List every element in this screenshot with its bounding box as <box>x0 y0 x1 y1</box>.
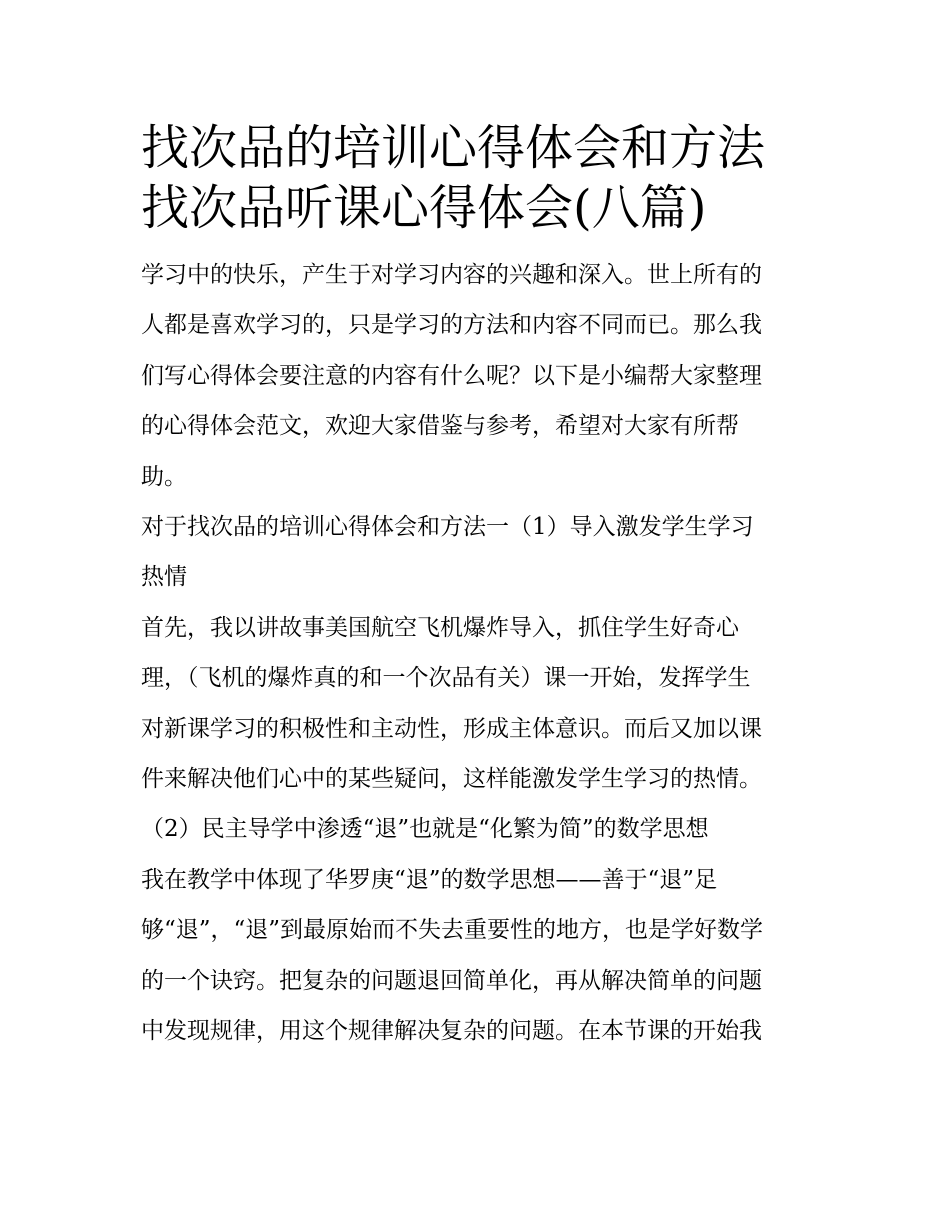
title-line-2: 找次品听课心得体会(八篇) <box>141 180 707 236</box>
body-line: 的心得体会范文，欢迎大家借鉴与参考，希望对大家有所帮 <box>141 413 739 440</box>
body-line: 首先，我以讲故事美国航空飞机爆炸导入，抓住学生好奇心 <box>141 614 739 641</box>
body-line: 中发现规律，用这个规律解决复杂的问题。在本节课的开始我 <box>141 1018 762 1045</box>
body-line: 热情 <box>141 564 187 591</box>
body-line: （2）民主导学中渗透“退”也就是“化繁为简”的数学思想 <box>141 816 709 843</box>
document-body <box>141 250 813 1057</box>
body-line: 人都是喜欢学习的，只是学习的方法和内容不同而已。那么我 <box>141 312 762 339</box>
body-line: 对于找次品的培训心得体会和方法一（1）导入激发学生学习 <box>141 514 754 541</box>
body-line: 我在教学中体现了华罗庚“退”的数学思想——善于“退”足 <box>141 866 718 893</box>
body-line: 件来解决他们心中的某些疑问，这样能激发学生学习的热情。 <box>141 766 762 793</box>
body-line: 学习中的快乐，产生于对学习内容的兴趣和深入。世上所有的 <box>141 262 762 288</box>
body-line: 理，（飞机的爆炸真的和一个次品有关）课一开始，发挥学生 <box>141 665 751 692</box>
title-line-1: 找次品的培训心得体会和方法 <box>141 120 766 176</box>
body-line: 的一个诀窍。把复杂的问题退回简单化，再从解决简单的问题 <box>141 967 762 994</box>
body-line: 助。 <box>141 463 187 490</box>
document-content <box>141 118 813 1057</box>
body-line: 们写心得体会要注意的内容有什么呢？以下是小编帮大家整理 <box>141 362 762 389</box>
document-title <box>141 118 813 238</box>
body-line: 够“退”，“退”到最原始而不失去重要性的地方，也是学好数学 <box>141 917 764 944</box>
body-line: 对新课学习的积极性和主动性，形成主体意识。而后又加以课 <box>141 715 762 742</box>
